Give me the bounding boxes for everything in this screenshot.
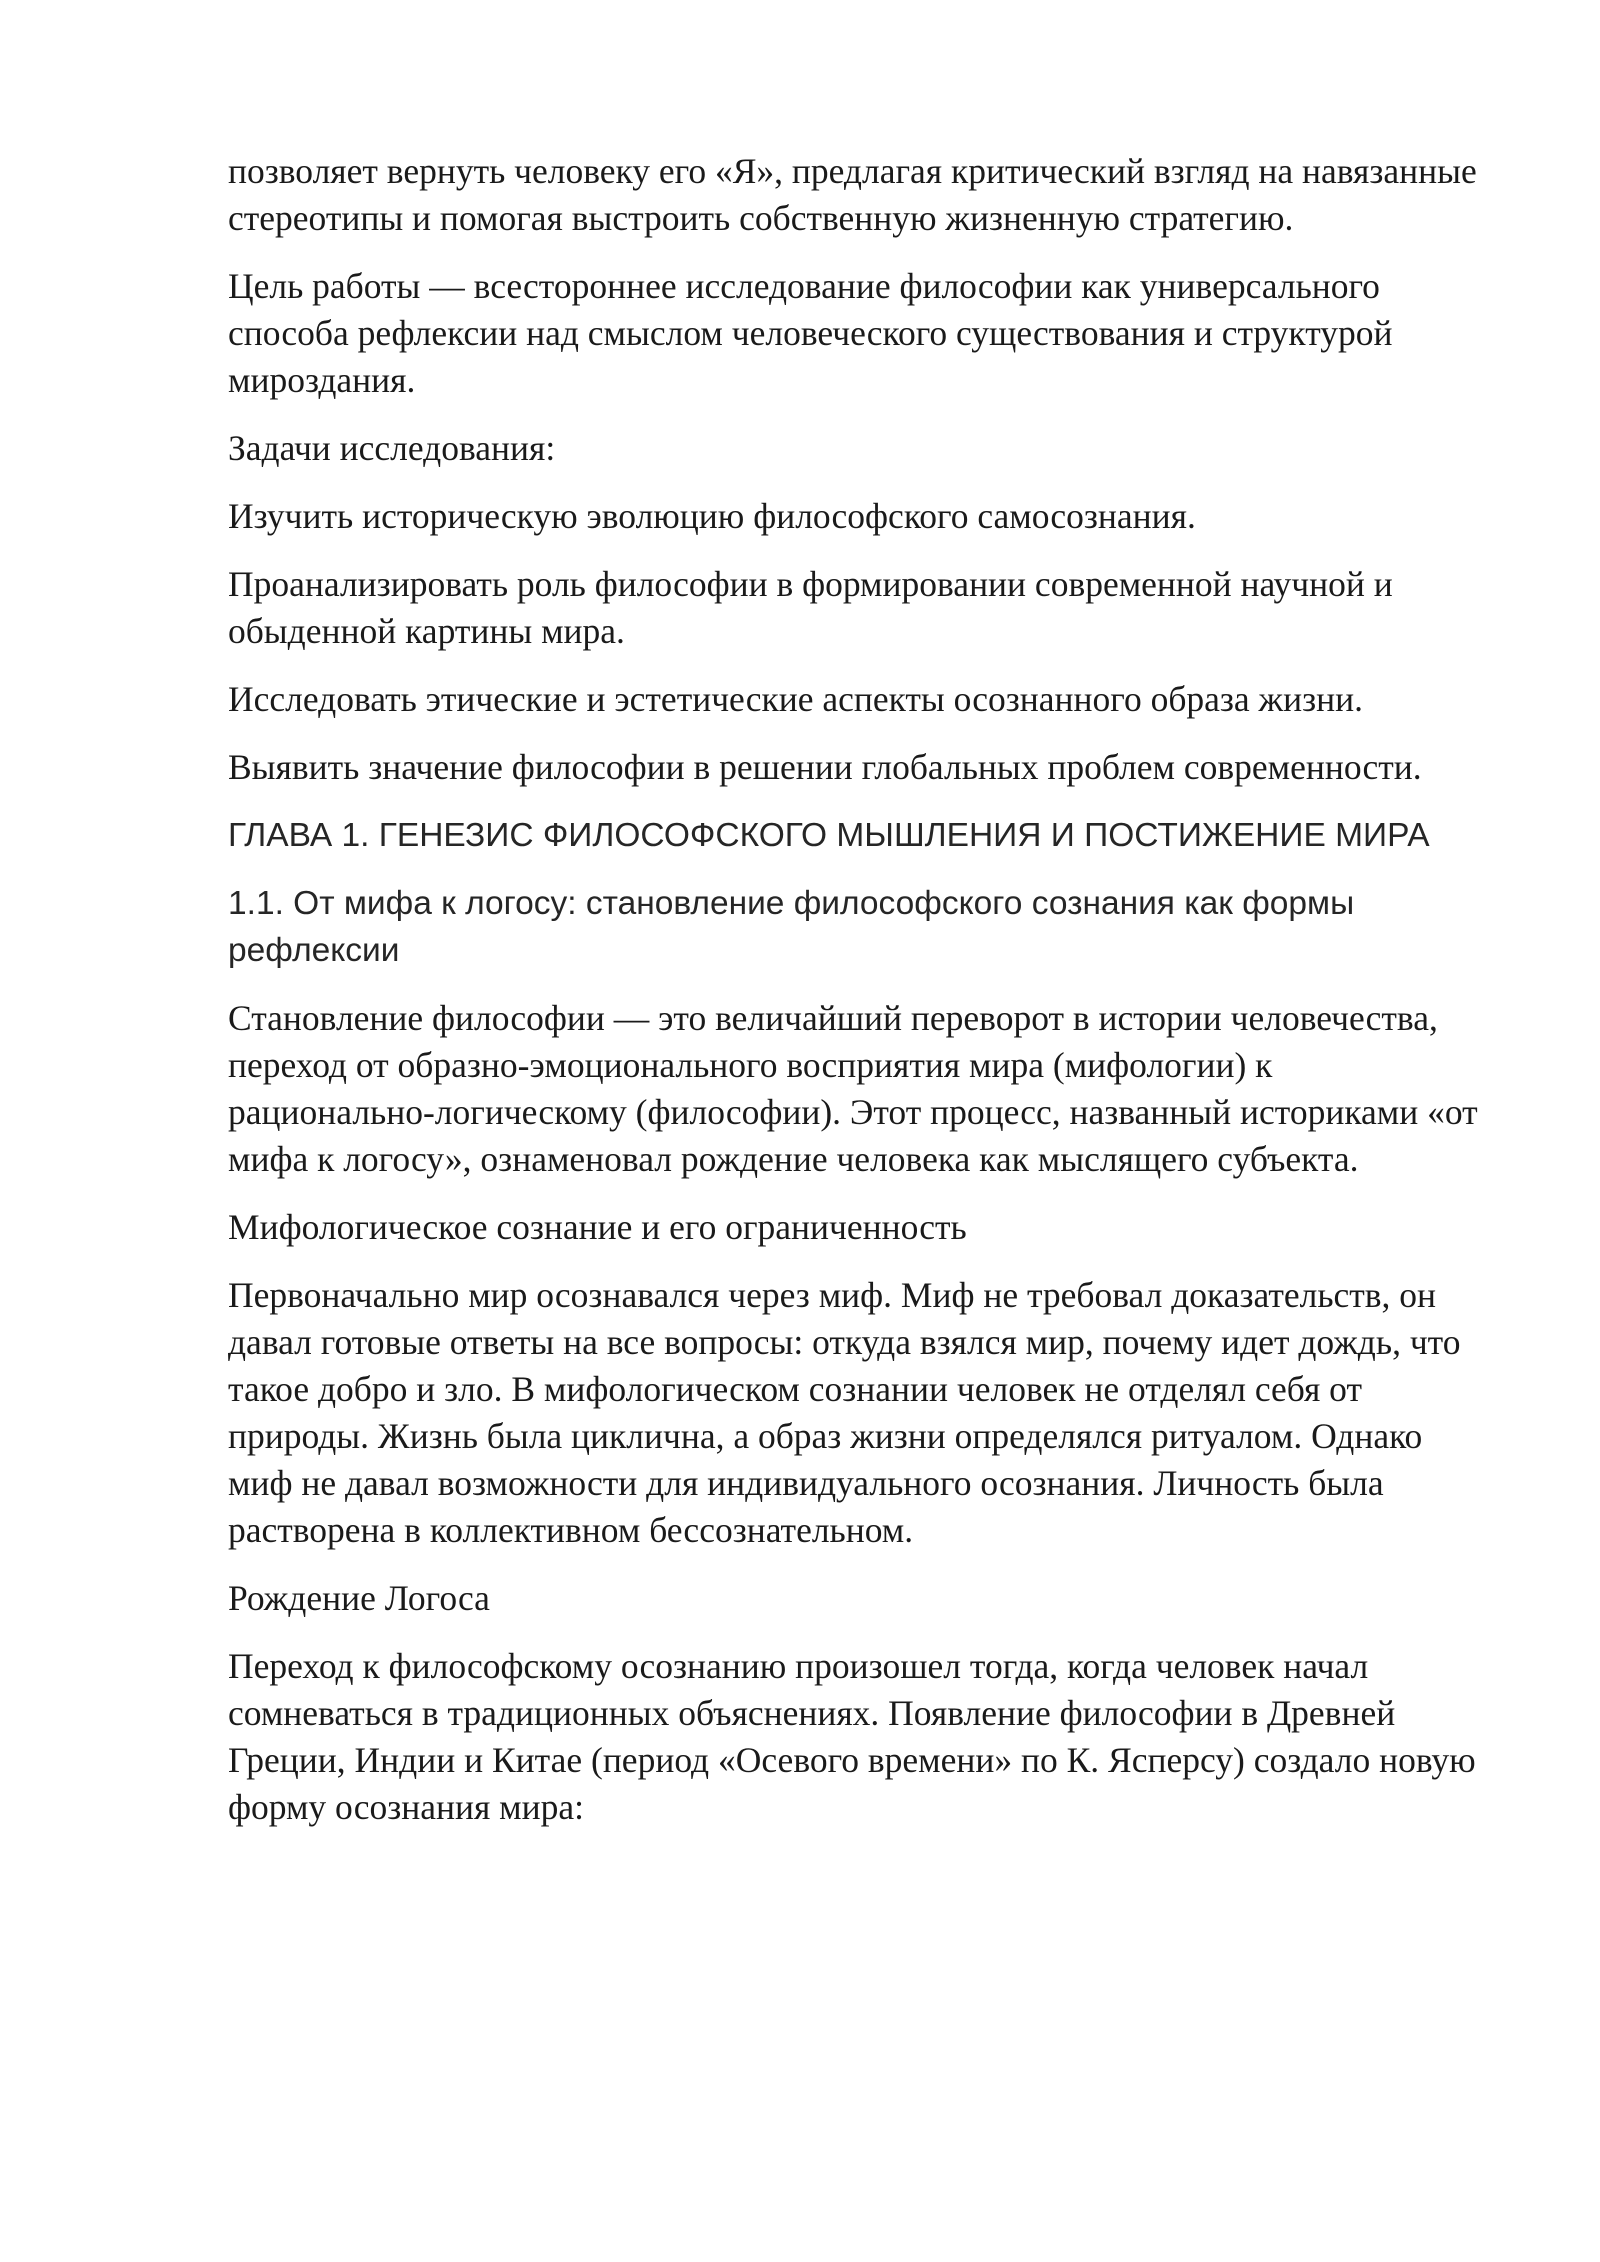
task-item-3: Исследовать этические и эстетические аспекты осознанного образа жизни. <box>228 679 1363 719</box>
paragraph-intro-continuation: позволяет вернуть человеку его «Я», предлагая критический взгляд на навязанные стереотипы и помогая выстроить собственную жизненную стратегию. <box>228 151 1477 238</box>
subheading-mythological-consciousness: Мифологическое сознание и его ограниченность <box>228 1207 967 1247</box>
subheading-birth-of-logos: Рождение Логоса <box>228 1578 490 1618</box>
paragraph-myth: Первоначально мир осознавался через миф. Миф не требовал доказательств, он давал готовые ответы на все вопросы: откуда взялся мир, почему идет дождь, что такое добро и зло. В мифологическом сознании человек не отделял себя от природы. Жизнь была циклична, а образ жизни определялся ритуалом. Однако миф не давал возможности для индивидуального осознания. Личность была растворена в коллективном бессознательном. <box>228 1275 1461 1550</box>
paragraph-philosophy-emergence: Становление философии — это величайший переворот в истории человечества, переход от образно-эмоционального восприятия мира (мифологии) к рационально-логическому (философии). Этот процесс, названный историками «от мифа к логосу», ознаменовал рождение человека как мыслящего субъекта. <box>228 998 1478 1179</box>
task-item-2: Проанализировать роль философии в формировании современной научной и обыденной картины мира. <box>228 564 1393 651</box>
task-item-1: Изучить историческую эволюцию философского самосознания. <box>228 496 1196 536</box>
paragraph-goal: Цель работы — всестороннее исследование философии как универсального способа рефлексии над смыслом человеческого существования и структурой мироздания. <box>228 266 1393 400</box>
document-page <box>228 148 1478 1852</box>
task-item-4: Выявить значение философии в решении глобальных проблем современности. <box>228 747 1422 787</box>
section-heading: 1.1. От мифа к логосу: становление философского сознания как формы рефлексии <box>228 885 1355 969</box>
paragraph-transition: Переход к философскому осознанию произошел тогда, когда человек начал сомневаться в традиционных объяснениях. Появление философии в Древней Греции, Индии и Китае (период «Осевого времени» по К. Ясперсу) создало новую форму осознания мира: <box>228 1646 1476 1827</box>
chapter-heading: ГЛАВА 1. ГЕНЕЗИС ФИЛОСОФСКОГО МЫШЛЕНИЯ И ПОСТИЖЕНИЕ МИРА <box>228 817 1430 854</box>
paragraph-tasks-label: Задачи исследования: <box>228 428 556 468</box>
